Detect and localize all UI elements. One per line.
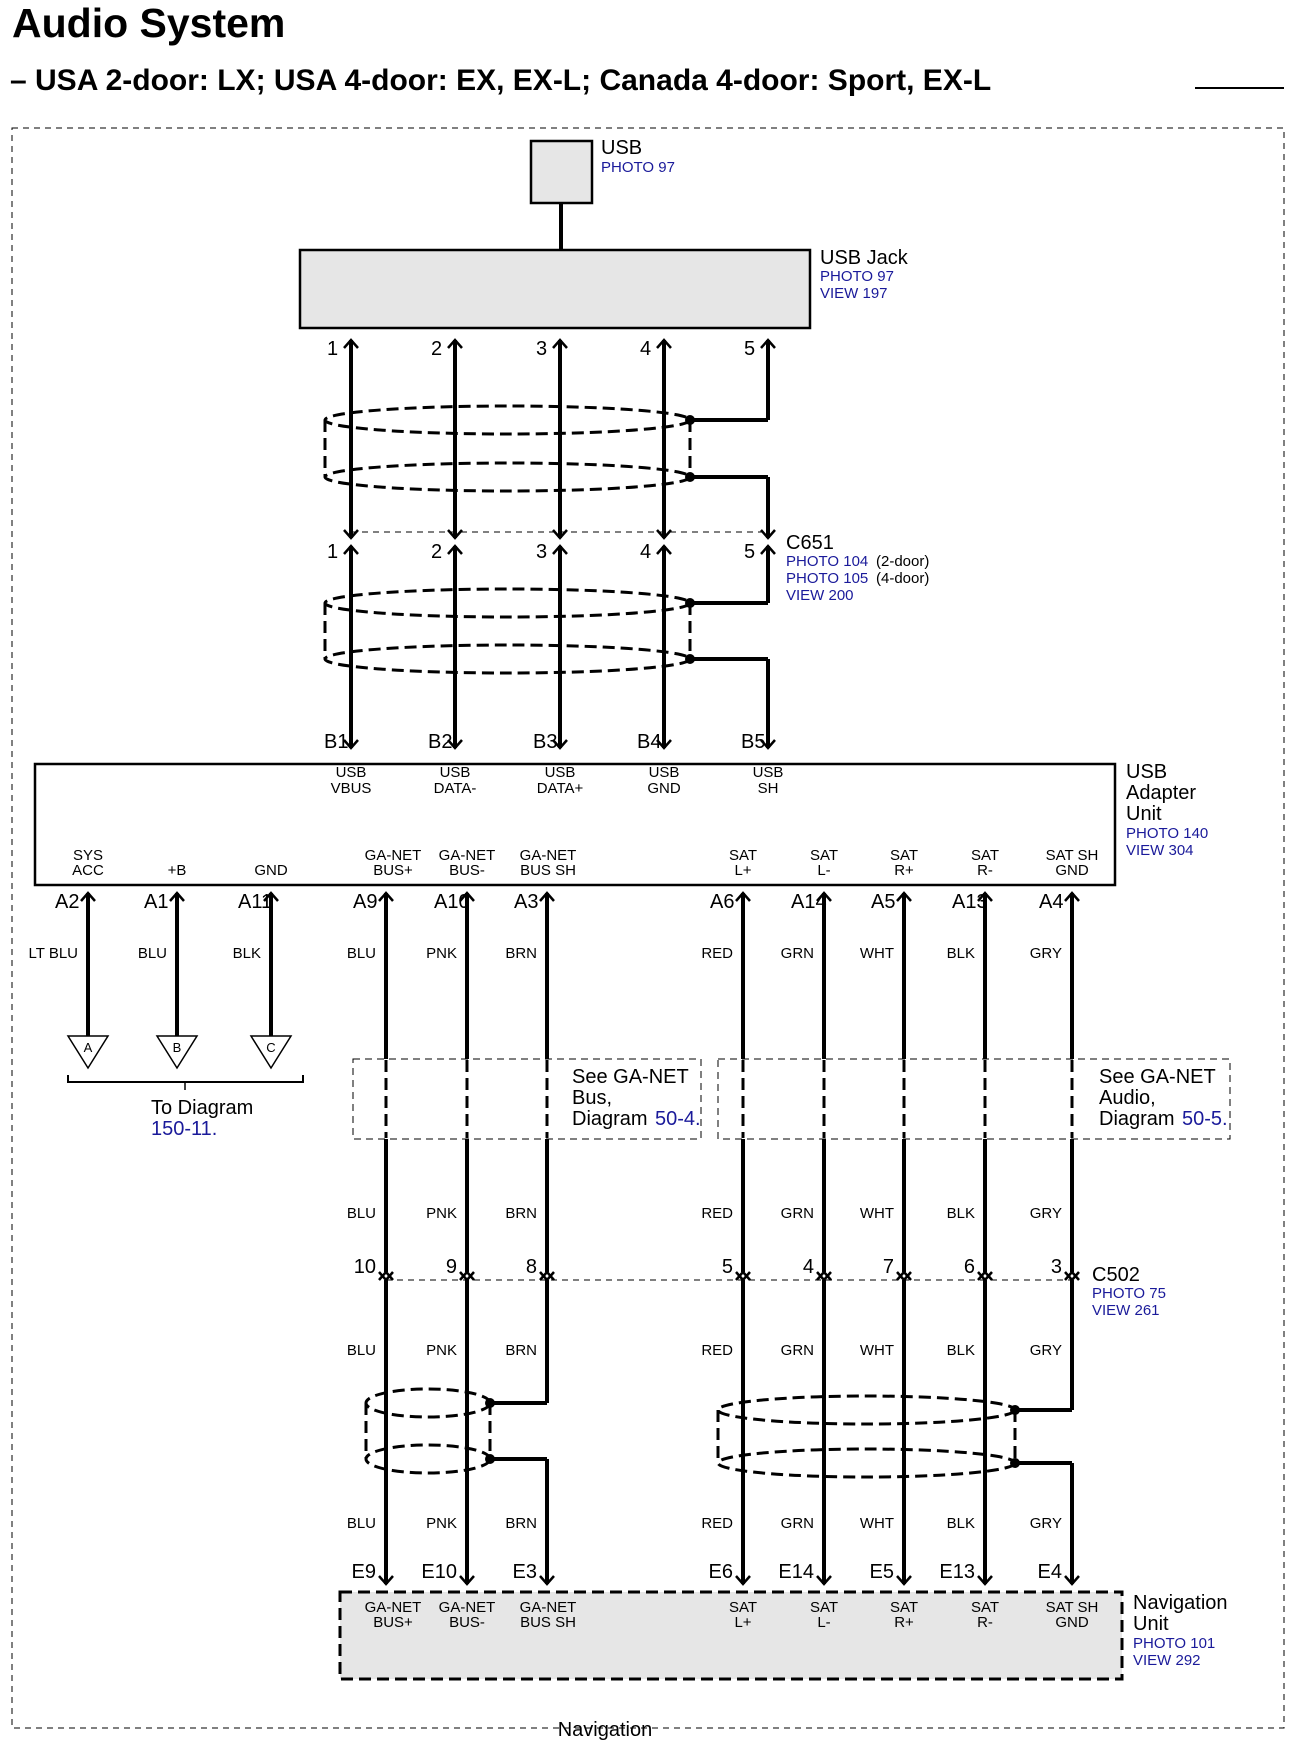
usb-connector-box xyxy=(531,141,592,203)
wire-color-mid-6: BLK xyxy=(946,1205,975,1222)
adapter-pin-A4: A4 xyxy=(1039,891,1064,913)
adapter-bottom-label-a-9: SAT xyxy=(970,847,1000,864)
nav-pin-E14: E14 xyxy=(778,1561,814,1583)
sat-drain-dot-2 xyxy=(1010,1458,1020,1468)
nav-label-a-2: GA-NET xyxy=(519,1599,577,1616)
c502-pin-8: 8 xyxy=(525,1256,537,1278)
nav-label-b-1: BUS- xyxy=(449,1614,485,1631)
adapter-bottom-label-a-6: SAT xyxy=(728,847,758,864)
adapter-top-label-a-3: USB xyxy=(648,764,680,781)
nav-view-ref: VIEW 292 xyxy=(1133,1652,1201,1669)
nav-label-a-6: SAT xyxy=(970,1599,1000,1616)
wire-color-upper-2: BLK xyxy=(232,945,261,962)
adapter-top-label-b-2: DATA+ xyxy=(536,780,584,797)
adapter-bottom-label-a-4: GA-NET xyxy=(438,847,496,864)
nav-name-2: Unit xyxy=(1133,1613,1169,1635)
usb-shield-upper-bottom xyxy=(325,463,690,491)
adapter-bottom-label-b-8: R+ xyxy=(894,862,914,879)
shield-drain-dot-4 xyxy=(685,654,695,664)
adapter-bottom-label-a-5: GA-NET xyxy=(519,847,577,864)
wire-color-upper-3: BLU xyxy=(346,945,376,962)
c651-pin-1: 1 xyxy=(327,541,339,563)
sat-shield-top xyxy=(718,1396,1015,1424)
adapter-bottom-label-b-2: GND xyxy=(254,862,288,879)
adapter-pin-A3: A3 xyxy=(514,891,539,913)
adapter-bottom-label-b-9: R- xyxy=(977,862,993,879)
ganet-drain-dot-2 xyxy=(485,1454,495,1464)
c502-pin-10: 10 xyxy=(353,1256,376,1278)
ref-triangle-label-A: A xyxy=(83,1040,93,1055)
adapter-bottom-label-b-7: L- xyxy=(817,862,831,879)
wire-color-nav-4: GRN xyxy=(780,1515,814,1532)
adapter-pin-B2: B2 xyxy=(428,731,453,753)
c651-photo1-note: (2-door) xyxy=(876,553,930,570)
see-ganet-audio-line1: See GA-NET xyxy=(1099,1066,1216,1088)
c651-pin-4: 4 xyxy=(640,541,652,563)
nav-pin-E5: E5 xyxy=(869,1561,894,1583)
ganet-drain-dot-1 xyxy=(485,1398,495,1408)
adapter-name-1: USB xyxy=(1126,761,1168,783)
nav-label-a-7: SAT SH xyxy=(1045,1599,1099,1616)
to-diagram-text: To Diagram xyxy=(151,1097,254,1119)
c651-photo2-ref: PHOTO 105 xyxy=(786,570,869,587)
nav-pin-E13: E13 xyxy=(939,1561,975,1583)
shield-drain-dot-2 xyxy=(685,472,695,482)
wire-color-below-c502-1: PNK xyxy=(426,1342,457,1359)
see-ganet-audio-line2: Audio, xyxy=(1099,1087,1156,1109)
adapter-pin-A1: A1 xyxy=(144,891,169,913)
wire-color-upper-9: BLK xyxy=(946,945,975,962)
wire-color-below-c502-7: GRY xyxy=(1029,1342,1062,1359)
nav-label-a-5: SAT xyxy=(889,1599,919,1616)
shield-drain-dot-1 xyxy=(685,415,695,425)
page-title: Audio System xyxy=(12,0,286,46)
adapter-bottom-label-a-10: SAT SH xyxy=(1045,847,1099,864)
adapter-pin-B3: B3 xyxy=(533,731,558,753)
wire-color-mid-3: RED xyxy=(701,1205,733,1222)
adapter-pin-A9: A9 xyxy=(353,891,378,913)
adapter-name-3: Unit xyxy=(1126,803,1162,825)
c651-pin-3: 3 xyxy=(536,541,548,563)
nav-label-b-7: GND xyxy=(1055,1614,1089,1631)
nav-label-b-4: L- xyxy=(817,1614,831,1631)
c651-name: C651 xyxy=(786,532,834,554)
adapter-pin-A11: A11 xyxy=(238,891,273,913)
adapter-top-label-b-4: SH xyxy=(757,780,779,797)
wire-color-mid-1: PNK xyxy=(426,1205,457,1222)
nav-photo-ref: PHOTO 101 xyxy=(1133,1635,1216,1652)
wire-color-upper-0: LT BLU xyxy=(28,945,78,962)
c502-view-ref: VIEW 261 xyxy=(1092,1302,1160,1319)
wire-color-below-c502-5: WHT xyxy=(859,1342,894,1359)
nav-label-b-2: BUS SH xyxy=(520,1614,576,1631)
wire-color-mid-4: GRN xyxy=(780,1205,814,1222)
wire-color-mid-5: WHT xyxy=(859,1205,894,1222)
adapter-bottom-label-a-7: SAT xyxy=(809,847,839,864)
nav-label-b-5: R+ xyxy=(894,1614,914,1631)
see-ganet-bus-line2: Bus, xyxy=(572,1087,613,1109)
c502-pin-4: 4 xyxy=(802,1256,814,1278)
adapter-name-2: Adapter xyxy=(1126,782,1197,804)
outer-frame xyxy=(12,128,1284,1728)
usb-shield-lower-bottom xyxy=(325,645,690,673)
nav-pin-E3: E3 xyxy=(512,1561,537,1583)
nav-pin-E9: E9 xyxy=(351,1561,376,1583)
adapter-pin-B1: B1 xyxy=(324,731,349,753)
adapter-pin-A14: A14 xyxy=(791,891,827,913)
adapter-pin-B4: B4 xyxy=(637,731,662,753)
usb-jack-pin-3: 3 xyxy=(536,338,548,360)
c502-pin-6: 6 xyxy=(963,1256,975,1278)
adapter-top-label-b-1: DATA- xyxy=(433,780,477,797)
adapter-bottom-label-b-4: BUS- xyxy=(449,862,485,879)
wire-color-upper-8: WHT xyxy=(859,945,894,962)
see-ganet-audio-line3: Diagram xyxy=(1099,1108,1175,1130)
adapter-bottom-label-a-8: SAT xyxy=(889,847,919,864)
c502-photo-ref: PHOTO 75 xyxy=(1092,1285,1166,1302)
usb-photo-ref: PHOTO 97 xyxy=(601,159,675,176)
usb-jack-name: USB Jack xyxy=(820,247,908,269)
nav-label-b-3: L+ xyxy=(734,1614,752,1631)
wire-color-below-c502-2: BRN xyxy=(505,1342,537,1359)
adapter-bottom-label-b-10: GND xyxy=(1055,862,1089,879)
ref-triangle-label-C: C xyxy=(266,1040,276,1055)
adapter-pin-A13: A13 xyxy=(952,891,988,913)
wire-color-below-c502-0: BLU xyxy=(346,1342,376,1359)
c502-name: C502 xyxy=(1092,1264,1140,1286)
wire-color-nav-1: PNK xyxy=(426,1515,457,1532)
wire-color-upper-7: GRN xyxy=(780,945,814,962)
usb-jack-pin-5: 5 xyxy=(744,338,756,360)
c651-view-ref: VIEW 200 xyxy=(786,587,854,604)
nav-label-a-4: SAT xyxy=(809,1599,839,1616)
c651-pin-5: 5 xyxy=(744,541,756,563)
c502-pin-9: 9 xyxy=(445,1256,457,1278)
usb-jack-pin-2: 2 xyxy=(431,338,443,360)
nav-pin-E10: E10 xyxy=(421,1561,457,1583)
adapter-top-label-b-0: VBUS xyxy=(330,780,372,797)
adapter-bottom-label-a-0: SYS xyxy=(72,847,104,864)
nav-label-b-0: BUS+ xyxy=(373,1614,413,1631)
c651-photo1-ref: PHOTO 104 xyxy=(786,553,869,570)
adapter-bottom-label-b-3: BUS+ xyxy=(373,862,413,879)
adapter-top-label-a-1: USB xyxy=(439,764,471,781)
wire-color-upper-5: BRN xyxy=(505,945,537,962)
c502-pin-5: 5 xyxy=(721,1256,733,1278)
adapter-pin-A2: A2 xyxy=(55,891,80,913)
adapter-pin-A5: A5 xyxy=(871,891,896,913)
see-ganet-bus-line1: See GA-NET xyxy=(572,1066,689,1088)
usb-jack-pin-1: 1 xyxy=(327,338,339,360)
usb-jack-pin-4: 4 xyxy=(640,338,652,360)
adapter-pin-B5: B5 xyxy=(741,731,766,753)
see-ganet-audio-number: 50-5. xyxy=(1182,1108,1228,1130)
usb-jack-view-ref: VIEW 197 xyxy=(820,285,888,302)
adapter-bottom-label-b-1: +B xyxy=(167,862,187,879)
usb-name: USB xyxy=(601,137,643,159)
wire-color-below-c502-4: GRN xyxy=(780,1342,814,1359)
adapter-top-label-a-2: USB xyxy=(544,764,576,781)
wire-color-upper-4: PNK xyxy=(426,945,457,962)
wire-color-upper-1: BLU xyxy=(137,945,167,962)
adapter-top-label-b-3: GND xyxy=(647,780,681,797)
nav-label-a-3: SAT xyxy=(728,1599,758,1616)
usb-jack-box xyxy=(300,250,810,328)
shield-drain-dot-3 xyxy=(685,598,695,608)
page-subtitle: – USA 2-door: LX; USA 4-door: EX, EX-L; Canada 4-door: Sport, EX-L xyxy=(10,64,992,97)
usb-shield-upper-top xyxy=(325,406,690,434)
adapter-view-ref: VIEW 304 xyxy=(1126,842,1194,859)
wire-color-nav-0: BLU xyxy=(346,1515,376,1532)
wire-color-nav-3: RED xyxy=(701,1515,733,1532)
adapter-bottom-label-b-6: L+ xyxy=(734,862,752,879)
adapter-pin-A10: A10 xyxy=(434,891,470,913)
see-ganet-bus-line3: Diagram xyxy=(572,1108,648,1130)
adapter-bottom-label-b-0: ACC xyxy=(72,862,104,879)
c651-pin-2: 2 xyxy=(431,541,443,563)
c502-pin-7: 7 xyxy=(882,1256,894,1278)
nav-pin-E4: E4 xyxy=(1037,1561,1062,1583)
adapter-bottom-label-b-5: BUS SH xyxy=(520,862,576,879)
nav-pin-E6: E6 xyxy=(708,1561,733,1583)
wire-color-mid-7: GRY xyxy=(1029,1205,1062,1222)
adapter-top-label-a-0: USB xyxy=(335,764,367,781)
adapter-photo-ref: PHOTO 140 xyxy=(1126,825,1209,842)
adapter-bottom-label-a-3: GA-NET xyxy=(364,847,422,864)
wire-color-nav-7: GRY xyxy=(1029,1515,1062,1532)
to-diagram-number: 150-11. xyxy=(151,1118,218,1140)
wire-color-upper-6: RED xyxy=(701,945,733,962)
usb-shield-lower-top xyxy=(325,589,690,617)
wire-color-mid-0: BLU xyxy=(346,1205,376,1222)
wire-color-below-c502-6: BLK xyxy=(946,1342,975,1359)
wire-color-below-c502-3: RED xyxy=(701,1342,733,1359)
wire-color-nav-2: BRN xyxy=(505,1515,537,1532)
nav-label-a-1: GA-NET xyxy=(438,1599,496,1616)
sat-drain-dot-1 xyxy=(1010,1405,1020,1415)
ref-triangle-label-B: B xyxy=(172,1040,182,1055)
c651-photo2-note: (4-door) xyxy=(876,570,930,587)
sat-shield-bottom xyxy=(718,1449,1015,1477)
adapter-pin-A6: A6 xyxy=(710,891,735,913)
wire-color-upper-10: GRY xyxy=(1029,945,1062,962)
wire-color-nav-5: WHT xyxy=(859,1515,894,1532)
adapter-top-label-a-4: USB xyxy=(752,764,784,781)
usb-jack-photo-ref: PHOTO 97 xyxy=(820,268,894,285)
nav-name-1: Navigation xyxy=(1133,1592,1228,1614)
nav-label-b-6: R- xyxy=(977,1614,993,1631)
nav-label-a-0: GA-NET xyxy=(364,1599,422,1616)
see-ganet-bus-number: 50-4. xyxy=(655,1108,701,1130)
wire-color-nav-6: BLK xyxy=(946,1515,975,1532)
c502-pin-3: 3 xyxy=(1050,1256,1062,1278)
wire-color-mid-2: BRN xyxy=(505,1205,537,1222)
to-diagram-bracket xyxy=(68,1075,303,1082)
footer-label: Navigation xyxy=(557,1719,653,1741)
